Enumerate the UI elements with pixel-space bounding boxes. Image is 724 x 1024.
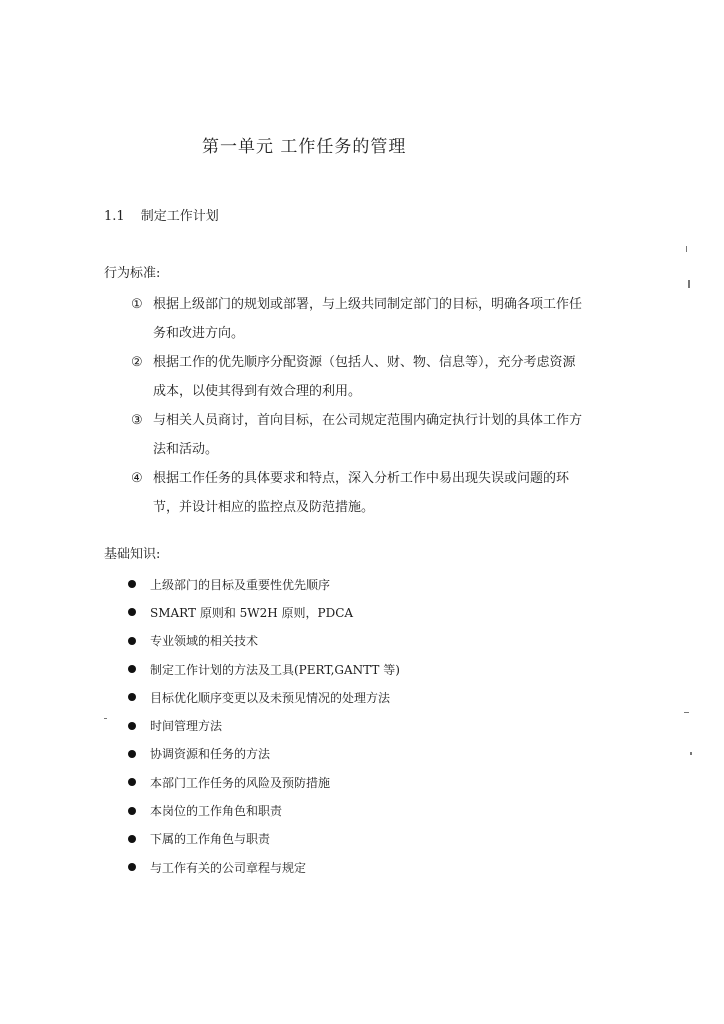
section-title: 制定工作计划 <box>140 209 219 224</box>
list-item-text: 与工作有关的公司章程与规定 <box>150 860 307 875</box>
item-marker: ③ <box>131 413 143 428</box>
list-item-text: 目标优化顺序变更以及未预见情况的处理方法 <box>150 690 391 705</box>
bullet-icon <box>128 835 136 843</box>
list-item-text: 本部门工作任务的风险及预防措施 <box>150 775 331 790</box>
item-marker: ① <box>131 297 143 312</box>
scan-artifact <box>686 246 687 252</box>
behavior-standards-list <box>120 290 620 522</box>
item-text-line1: 根据工作的优先顺序分配资源（包括人、财、物、信息等），充分考虑资源 <box>153 355 576 370</box>
behavior-item <box>120 464 620 522</box>
list-item <box>128 570 400 598</box>
list-item <box>128 655 400 683</box>
unit-title: 第一单元 工作任务的管理 <box>202 137 407 157</box>
section-heading <box>104 205 219 224</box>
list-item-text: 专业领域的相关技术 <box>150 634 259 649</box>
scan-artifact <box>684 712 689 713</box>
list-item <box>128 740 400 768</box>
item-marker: ④ <box>131 471 143 486</box>
behavior-item <box>120 348 620 406</box>
bullet-icon <box>128 637 136 645</box>
list-item-text: 时间管理方法 <box>150 719 223 734</box>
list-item <box>128 768 400 796</box>
bullet-icon <box>128 807 136 815</box>
list-item <box>128 627 400 655</box>
list-item <box>128 711 400 739</box>
bullet-icon <box>128 778 136 786</box>
list-item <box>128 796 400 824</box>
section-number: 1.1 <box>104 209 125 224</box>
list-item-text: 本岗位的工作角色和职责 <box>150 804 283 819</box>
item-text-line1: 根据上级部门的规划或部署，与上级共同制定部门的目标，明确各项工作任 <box>153 297 583 312</box>
list-item <box>128 825 400 853</box>
behavior-standards-label: 行为标准: <box>104 266 161 281</box>
item-text-line2: 成本，以使其得到有效合理的利用。 <box>153 384 362 399</box>
basic-knowledge-label: 基础知识: <box>104 547 161 562</box>
list-item-text: 协调资源和任务的方法 <box>150 747 271 762</box>
list-item <box>128 853 400 881</box>
scan-artifact <box>688 280 690 288</box>
list-item-text: 上级部门的目标及重要性优先顺序 <box>150 577 331 592</box>
item-text-line1: 与相关人员商讨，首向目标，在公司规定范围内确定执行计划的具体工作方 <box>153 413 583 428</box>
list-item <box>128 598 400 626</box>
behavior-item <box>120 290 620 348</box>
list-item-text: 下属的工作角色与职责 <box>150 832 271 847</box>
item-marker: ② <box>131 355 143 370</box>
item-text-line2: 务和改进方向。 <box>153 326 245 341</box>
item-text-line2: 节，并设计相应的监控点及防范措施。 <box>153 500 375 515</box>
bullet-icon <box>128 722 136 730</box>
bullet-icon <box>128 863 136 871</box>
bullet-icon <box>128 665 136 673</box>
bullet-icon <box>128 608 136 616</box>
list-item-text: 制定工作计划的方法及工具(PERT,GANTT 等) <box>150 662 400 677</box>
scan-artifact <box>690 752 692 755</box>
behavior-item <box>120 406 620 464</box>
list-item <box>128 683 400 711</box>
basic-knowledge-list <box>128 570 400 881</box>
item-text-line1: 根据工作任务的具体要求和特点，深入分析工作中易出现失误或问题的环 <box>153 471 570 486</box>
scan-artifact <box>104 718 107 719</box>
bullet-icon <box>128 693 136 701</box>
item-text-line2: 法和活动。 <box>153 442 219 457</box>
list-item-text: SMART 原则和 5W2H 原则，PDCA <box>150 605 354 620</box>
bullet-icon <box>128 580 136 588</box>
bullet-icon <box>128 750 136 758</box>
